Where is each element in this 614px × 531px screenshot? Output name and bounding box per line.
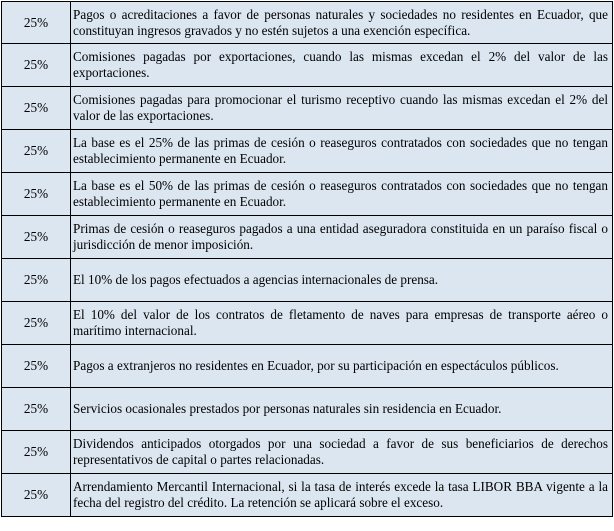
- table-row: [2, 431, 613, 474]
- rate-cell: 25%: [2, 388, 71, 431]
- table-row: [2, 2, 613, 44]
- rate-cell: 25%: [2, 474, 71, 517]
- table-row: [2, 259, 613, 302]
- rate-cell: 25%: [2, 130, 71, 173]
- rate-cell: 25%: [2, 44, 71, 87]
- table-row: [2, 87, 613, 130]
- concept-cell: Dividendos anticipados otorgados por una sociedad a favor de sus beneficiarios de derechos representativos de capital o partes relacionadas.: [71, 431, 613, 474]
- table-row: [2, 130, 613, 173]
- concept-cell: El 10% del valor de los contratos de fletamento de naves para empresas de transporte aéreo o marítimo internacional.: [71, 302, 613, 345]
- rate-cell: 25%: [2, 302, 71, 345]
- rate-cell: 25%: [2, 259, 71, 302]
- rate-cell: 25%: [2, 173, 71, 216]
- concept-cell: Pagos a extranjeros no residentes en Ecuador, por su participación en espectáculos públicos.: [71, 345, 613, 388]
- concept-cell: Servicios ocasionales prestados por personas naturales sin residencia en Ecuador.: [71, 388, 613, 431]
- rate-cell: 25%: [2, 345, 71, 388]
- retention-rates-table: [1, 1, 613, 517]
- table-row: [2, 216, 613, 259]
- rate-cell: 25%: [2, 2, 71, 44]
- concept-cell: Comisiones pagadas para promocionar el turismo receptivo cuando las mismas excedan el 2% del valor de las exportaciones.: [71, 87, 613, 130]
- concept-cell: Comisiones pagadas por exportaciones, cuando las mismas excedan el 2% del valor de las exportaciones.: [71, 44, 613, 87]
- table-row: [2, 173, 613, 216]
- concept-cell: La base es el 25% de las primas de cesión o reaseguros contratados con sociedades que no tengan establecimiento permanente en Ecuador.: [71, 130, 613, 173]
- concept-cell: Pagos o acreditaciones a favor de personas naturales y sociedades no residentes en Ecuador, que constituyan ingresos gravados y no estén sujetos a una exención específica.: [71, 2, 613, 44]
- table-row: [2, 345, 613, 388]
- concept-cell: El 10% de los pagos efectuados a agencias internacionales de prensa.: [71, 259, 613, 302]
- rate-cell: 25%: [2, 216, 71, 259]
- concept-cell: Primas de cesión o reaseguros pagados a una entidad aseguradora constituida en un paraíso fiscal o jurisdicción de menor imposición.: [71, 216, 613, 259]
- table-row: [2, 302, 613, 345]
- table-row: [2, 44, 613, 87]
- concept-cell: Arrendamiento Mercantil Internacional, si la tasa de interés excede la tasa LIBOR BBA vigente a la fecha del registro del crédito. La retención se aplicará sobre el exceso.: [71, 474, 613, 517]
- table-row: [2, 388, 613, 431]
- rate-cell: 25%: [2, 431, 71, 474]
- concept-cell: La base es el 50% de las primas de cesión o reaseguros contratados con sociedades que no tengan establecimiento permanente en Ecuador.: [71, 173, 613, 216]
- table-row: [2, 474, 613, 517]
- rate-cell: 25%: [2, 87, 71, 130]
